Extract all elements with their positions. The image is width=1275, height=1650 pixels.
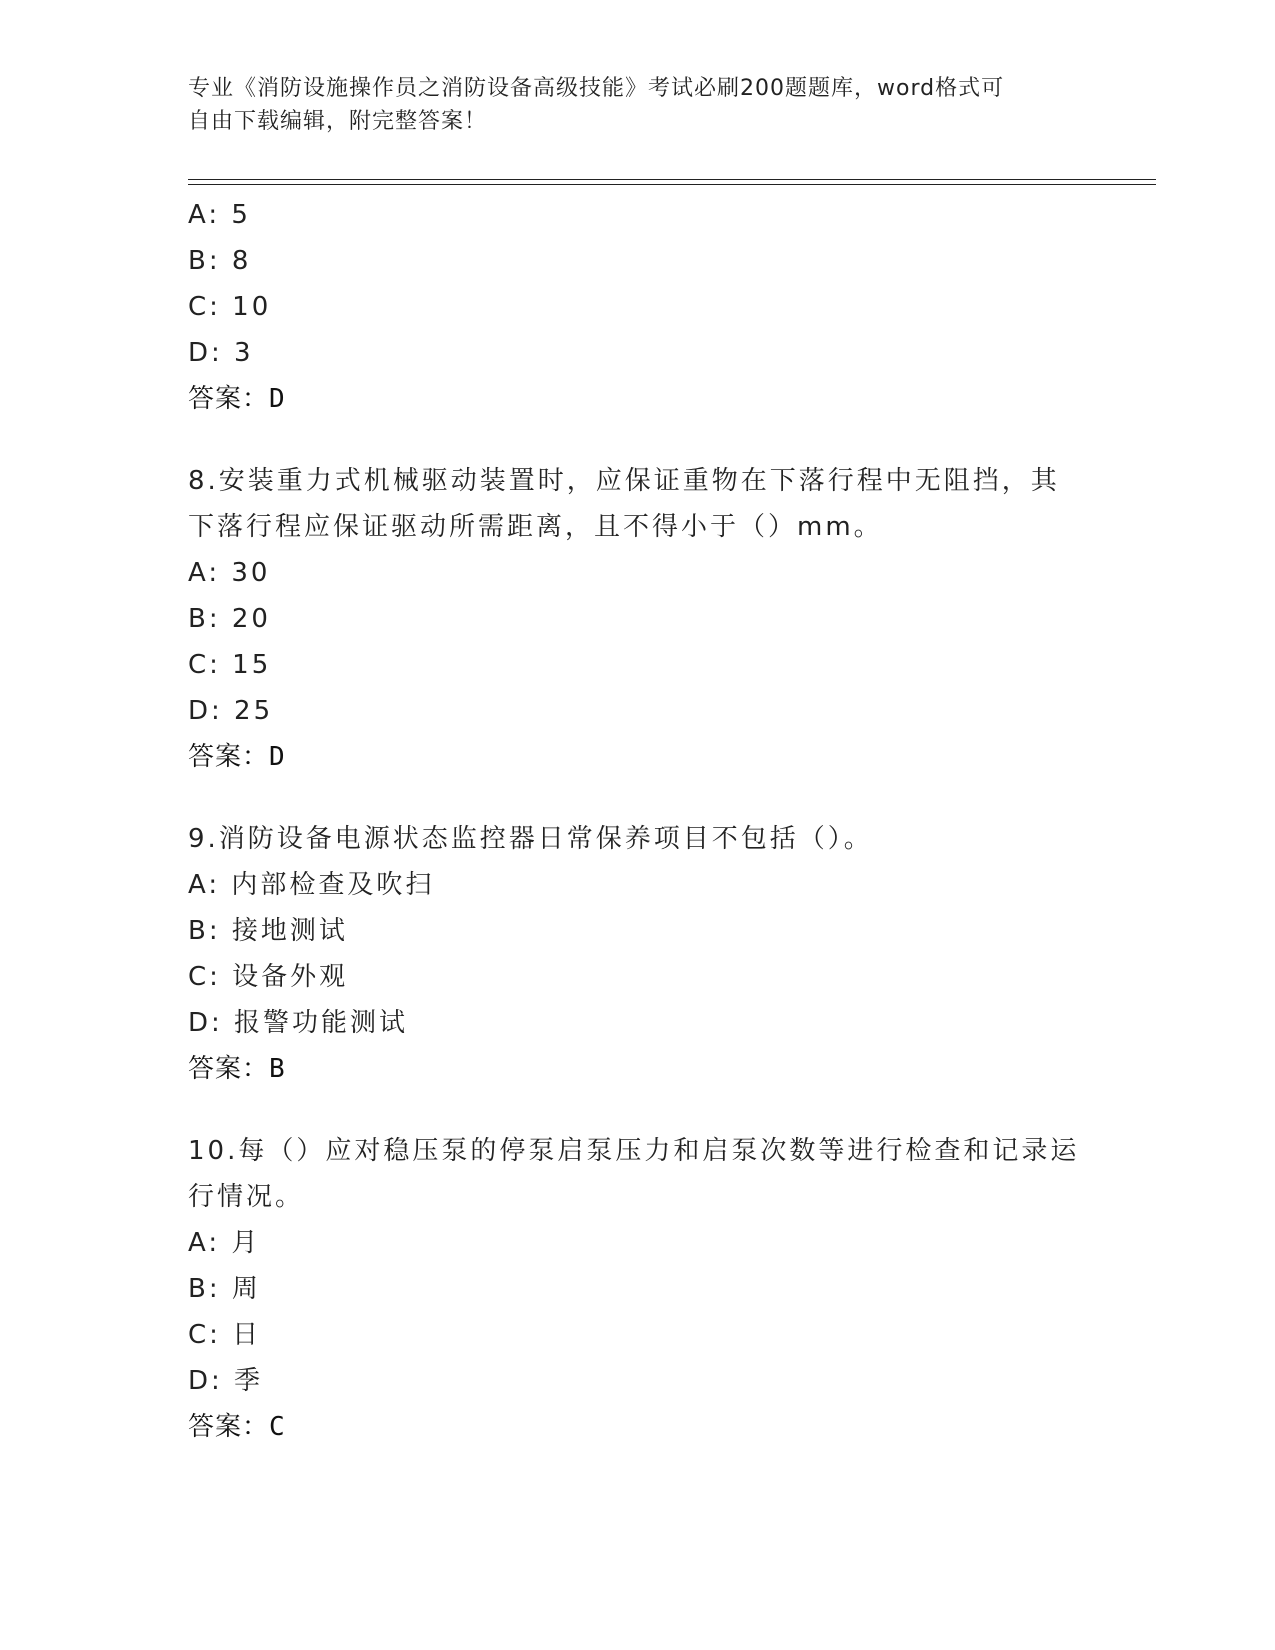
- document-header: [188, 72, 1088, 138]
- option-b: B: 20: [188, 604, 271, 634]
- option-b: B: 8: [188, 246, 252, 276]
- header-line-2: 自由下载编辑，附完整答案！: [188, 109, 488, 134]
- answer-value: D: [269, 742, 286, 772]
- answer-label: 答案：: [188, 1412, 270, 1442]
- question-stem-line-1: 9.消防设备电源状态监控器日常保养项目不包括（）。: [188, 824, 873, 854]
- option-a: A: 月: [188, 1228, 261, 1258]
- answer-label: 答案：: [188, 384, 270, 414]
- question-stem-line-1: 10.每（）应对稳压泵的停泵启泵压力和启泵次数等进行检查和记录运: [188, 1136, 1080, 1166]
- answer-line: [188, 1404, 1088, 1450]
- option-c: C: 设备外观: [188, 962, 349, 992]
- option-c: C: 日: [188, 1320, 262, 1350]
- option-d: D: 报警功能测试: [188, 1008, 409, 1038]
- answer-value: B: [269, 1054, 286, 1084]
- header-line-1: 专业《消防设施操作员之消防设备高级技能》考试必刷200题题库，word格式可: [188, 76, 1005, 101]
- question-stem-line-1: 8.安装重力式机械驱动装置时，应保证重物在下落行程中无阻挡，其: [188, 466, 1060, 496]
- question-7: [188, 192, 1088, 422]
- option-a: A: 5: [188, 200, 251, 230]
- answer-line: [188, 376, 1088, 422]
- answer-label: 答案：: [188, 742, 270, 772]
- answer-value: C: [269, 1412, 286, 1442]
- question-9: [188, 816, 1088, 1092]
- question-8: [188, 458, 1088, 780]
- option-d: D: 季: [188, 1366, 264, 1396]
- option-a: A: 内部检查及吹扫: [188, 870, 435, 900]
- option-d: D: 25: [188, 696, 274, 726]
- answer-label: 答案：: [188, 1054, 270, 1084]
- option-c: C: 15: [188, 650, 272, 680]
- header-divider-bottom: [188, 184, 1156, 185]
- answer-line: [188, 734, 1088, 780]
- option-b: B: 接地测试: [188, 916, 348, 946]
- answer-value: D: [269, 384, 286, 414]
- option-c: C: 10: [188, 292, 272, 322]
- question-list: [188, 192, 1088, 1450]
- header-divider-top: [188, 179, 1156, 180]
- option-b: B: 周: [188, 1274, 261, 1304]
- question-10: [188, 1128, 1088, 1450]
- answer-line: [188, 1046, 1088, 1092]
- question-stem-line-2: 下落行程应保证驱动所需距离，且不得小于（）mm。: [188, 512, 883, 542]
- option-a: A: 30: [188, 558, 271, 588]
- question-stem-line-2: 行情况。: [188, 1182, 305, 1212]
- option-d: D: 3: [188, 338, 254, 368]
